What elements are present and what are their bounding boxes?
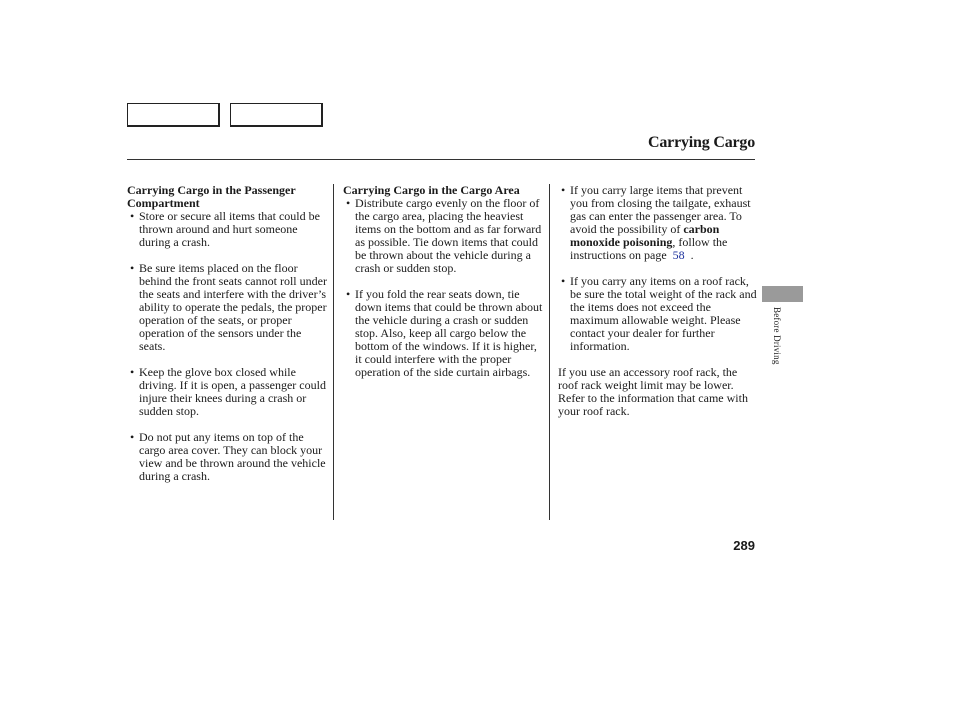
column-passenger-compartment [127, 184, 327, 483]
list-item: • Be sure items placed on the floor behind the front seats cannot roll under the seats and interfere with the driver’s ability to operate the pedals, the proper operation of the seats, or proper operation of the sensors under the seats. [127, 262, 327, 353]
nav-button-index[interactable] [230, 103, 323, 127]
section-tab[interactable] [762, 286, 803, 302]
list-item-text: , follow the instructions on page [570, 235, 728, 262]
list-item-text: . [690, 248, 694, 262]
list-item: • Keep the glove box closed while driving. If it is open, a passenger could injure their knees during a crash or sudden stop. [127, 366, 327, 418]
list-item: • Distribute cargo evenly on the floor of the cargo area, placing the heaviest items on the bottom and as far forward as possible. Tie down items that could be thrown about the vehicle during a crash or sudden stop. [343, 197, 543, 275]
list-item: • If you carry any items on a roof rack, be sure the total weight of the rack and the items does not exceed the maximum allowable weight. Please contact your dealer for further information. [558, 275, 758, 353]
page-link[interactable]: 58 [672, 248, 685, 262]
column-large-items [558, 184, 758, 418]
section-tab-label: Before Driving [772, 307, 782, 365]
column-divider [333, 184, 334, 520]
title-rule [127, 159, 755, 160]
list-item: • If you fold the rear seats down, tie down items that could be thrown about the vehicle during a crash or sudden stop. Also, keep all cargo below the bottom of the windows. If it is higher, it could interfere with the proper operation of the side curtain airbags. [343, 288, 543, 379]
list-item [558, 184, 758, 262]
page-title: Carrying Cargo [648, 134, 755, 151]
list-item: • Store or secure all items that could be thrown around and hurt someone during a crash. [127, 210, 327, 249]
list-item-text: If you carry large items that prevent you from closing the tailgate, exhaust gas can enter the passenger area. To avoid the possibility of [570, 183, 751, 236]
page-number: 289 [733, 538, 755, 553]
column-divider [549, 184, 550, 520]
section-heading: Carrying Cargo in the Passenger Compartment [127, 183, 296, 210]
paragraph: If you use an accessory roof rack, the roof rack weight limit may be lower. Refer to the information that came with your roof rack. [558, 365, 748, 418]
column-cargo-area [343, 184, 543, 379]
list-item: • Do not put any items on top of the cargo area cover. They can block your view and be thrown around the vehicle during a crash. [127, 431, 327, 483]
warning-term: carbon monoxide poisoning [570, 222, 720, 249]
nav-button-contents[interactable] [127, 103, 220, 127]
section-heading: Carrying Cargo in the Cargo Area [343, 183, 520, 197]
